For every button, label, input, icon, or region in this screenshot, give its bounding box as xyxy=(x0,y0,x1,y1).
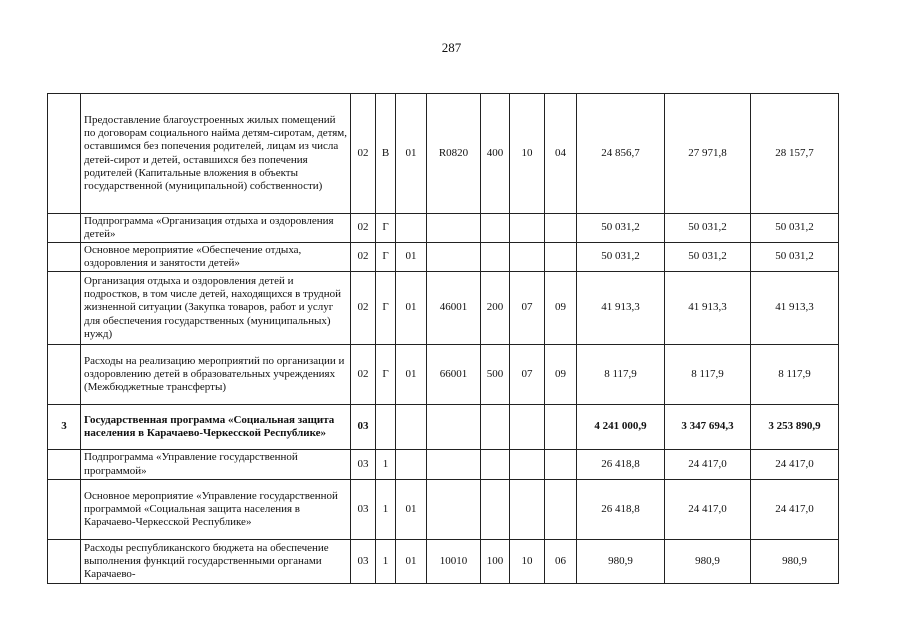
code-expense-type xyxy=(481,405,510,450)
amount-year-3: 980,9 xyxy=(751,540,839,584)
amount-year-1: 50 031,2 xyxy=(577,214,665,243)
code-subsection xyxy=(545,243,577,272)
code-section xyxy=(510,243,545,272)
amount-year-3: 24 417,0 xyxy=(751,450,839,480)
code-expense-type xyxy=(481,214,510,243)
code-event xyxy=(396,450,427,480)
amount-year-1: 41 913,3 xyxy=(577,272,665,345)
code-section: 07 xyxy=(510,272,545,345)
code-event: 01 xyxy=(396,345,427,405)
code-subsection xyxy=(545,450,577,480)
code-direction xyxy=(427,243,481,272)
code-event: 01 xyxy=(396,272,427,345)
code-subsection xyxy=(545,405,577,450)
amount-year-2: 50 031,2 xyxy=(665,214,751,243)
table-row xyxy=(48,480,839,540)
code-section: 10 xyxy=(510,540,545,584)
code-expense-type: 100 xyxy=(481,540,510,584)
code-program: 02 xyxy=(351,272,376,345)
code-expense-type: 400 xyxy=(481,94,510,214)
code-direction: 10010 xyxy=(427,540,481,584)
row-name: Основное мероприятие «Обеспечение отдыха, оздоровления и занятости детей» xyxy=(81,243,351,272)
row-name: Основное мероприятие «Управление государственной программой «Социальная защита населения в Карачаево-Черкесской Республике» xyxy=(81,480,351,540)
code-subsection xyxy=(545,214,577,243)
code-subsection: 04 xyxy=(545,94,577,214)
row-number: 3 xyxy=(48,405,81,450)
amount-year-1: 4 241 000,9 xyxy=(577,405,665,450)
row-name: Организация отдыха и оздоровления детей и подростков, в том числе детей, находящихся в трудной жизненной ситуации (Закупка товаров, работ и услуг для обеспечения государственных (муниципальных) нужд) xyxy=(81,272,351,345)
code-subprogram xyxy=(376,405,396,450)
amount-year-2: 24 417,0 xyxy=(665,450,751,480)
amount-year-1: 50 031,2 xyxy=(577,243,665,272)
code-section xyxy=(510,214,545,243)
table-row xyxy=(48,243,839,272)
code-subprogram: Г xyxy=(376,214,396,243)
code-subprogram: 1 xyxy=(376,450,396,480)
amount-year-3: 41 913,3 xyxy=(751,272,839,345)
code-event: 01 xyxy=(396,94,427,214)
table-row xyxy=(48,450,839,480)
code-direction xyxy=(427,405,481,450)
row-name: Предоставление благоустроенных жилых помещений по договорам социального найма детям-сиротам, детям, оставшимся без попечения родителей, лицам из числа детей-сирот и детей, оставшихся без попечения родителей (Капитальные вложения в объекты государственной (муниципальной) собственности) xyxy=(81,94,351,214)
code-subsection: 09 xyxy=(545,345,577,405)
code-direction xyxy=(427,480,481,540)
code-program: 03 xyxy=(351,405,376,450)
code-expense-type xyxy=(481,243,510,272)
amount-year-1: 8 117,9 xyxy=(577,345,665,405)
row-number xyxy=(48,540,81,584)
code-subprogram: 1 xyxy=(376,480,396,540)
code-program: 02 xyxy=(351,214,376,243)
code-subsection xyxy=(545,480,577,540)
code-direction xyxy=(427,214,481,243)
amount-year-1: 980,9 xyxy=(577,540,665,584)
code-direction: R0820 xyxy=(427,94,481,214)
table-row xyxy=(48,345,839,405)
budget-table xyxy=(47,93,839,584)
code-subprogram: Г xyxy=(376,272,396,345)
amount-year-1: 24 856,7 xyxy=(577,94,665,214)
code-section xyxy=(510,480,545,540)
row-number xyxy=(48,450,81,480)
code-event xyxy=(396,214,427,243)
code-section: 10 xyxy=(510,94,545,214)
row-number xyxy=(48,214,81,243)
amount-year-2: 41 913,3 xyxy=(665,272,751,345)
amount-year-1: 26 418,8 xyxy=(577,480,665,540)
table-row xyxy=(48,214,839,243)
table-row xyxy=(48,540,839,584)
row-name: Государственная программа «Социальная защита населения в Карачаево-Черкесской Республике» xyxy=(81,405,351,450)
code-program: 02 xyxy=(351,345,376,405)
table-row xyxy=(48,94,839,214)
amount-year-3: 50 031,2 xyxy=(751,243,839,272)
code-section: 07 xyxy=(510,345,545,405)
amount-year-3: 50 031,2 xyxy=(751,214,839,243)
code-subprogram: 1 xyxy=(376,540,396,584)
amount-year-2: 50 031,2 xyxy=(665,243,751,272)
row-number xyxy=(48,272,81,345)
code-expense-type: 200 xyxy=(481,272,510,345)
row-number xyxy=(48,94,81,214)
row-number xyxy=(48,345,81,405)
code-subprogram: Г xyxy=(376,243,396,272)
table-row xyxy=(48,405,839,450)
code-direction: 46001 xyxy=(427,272,481,345)
amount-year-1: 26 418,8 xyxy=(577,450,665,480)
row-name: Подпрограмма «Управление государственной программой» xyxy=(81,450,351,480)
code-direction: 66001 xyxy=(427,345,481,405)
code-subprogram: Г xyxy=(376,345,396,405)
row-number xyxy=(48,480,81,540)
code-subsection: 06 xyxy=(545,540,577,584)
amount-year-3: 3 253 890,9 xyxy=(751,405,839,450)
row-name: Расходы республиканского бюджета на обеспечение выполнения функций государственными органами Карачаево- xyxy=(81,540,351,584)
amount-year-2: 27 971,8 xyxy=(665,94,751,214)
amount-year-3: 24 417,0 xyxy=(751,480,839,540)
amount-year-3: 8 117,9 xyxy=(751,345,839,405)
code-event: 01 xyxy=(396,540,427,584)
code-program: 03 xyxy=(351,480,376,540)
amount-year-2: 980,9 xyxy=(665,540,751,584)
amount-year-2: 3 347 694,3 xyxy=(665,405,751,450)
code-subprogram: В xyxy=(376,94,396,214)
table-row xyxy=(48,272,839,345)
amount-year-3: 28 157,7 xyxy=(751,94,839,214)
code-direction xyxy=(427,450,481,480)
code-section xyxy=(510,450,545,480)
code-program: 02 xyxy=(351,94,376,214)
code-expense-type: 500 xyxy=(481,345,510,405)
row-name: Расходы на реализацию мероприятий по организации и оздоровлению детей в образовательных учреждениях (Межбюджетные трансферты) xyxy=(81,345,351,405)
code-program: 02 xyxy=(351,243,376,272)
code-section xyxy=(510,405,545,450)
code-event xyxy=(396,405,427,450)
code-event: 01 xyxy=(396,480,427,540)
amount-year-2: 24 417,0 xyxy=(665,480,751,540)
page-number: 287 xyxy=(441,40,462,55)
code-subsection: 09 xyxy=(545,272,577,345)
code-program: 03 xyxy=(351,450,376,480)
row-number xyxy=(48,243,81,272)
code-expense-type xyxy=(481,480,510,540)
amount-year-2: 8 117,9 xyxy=(665,345,751,405)
code-expense-type xyxy=(481,450,510,480)
row-name: Подпрограмма «Организация отдыха и оздоровления детей» xyxy=(81,214,351,243)
code-program: 03 xyxy=(351,540,376,584)
code-event: 01 xyxy=(396,243,427,272)
